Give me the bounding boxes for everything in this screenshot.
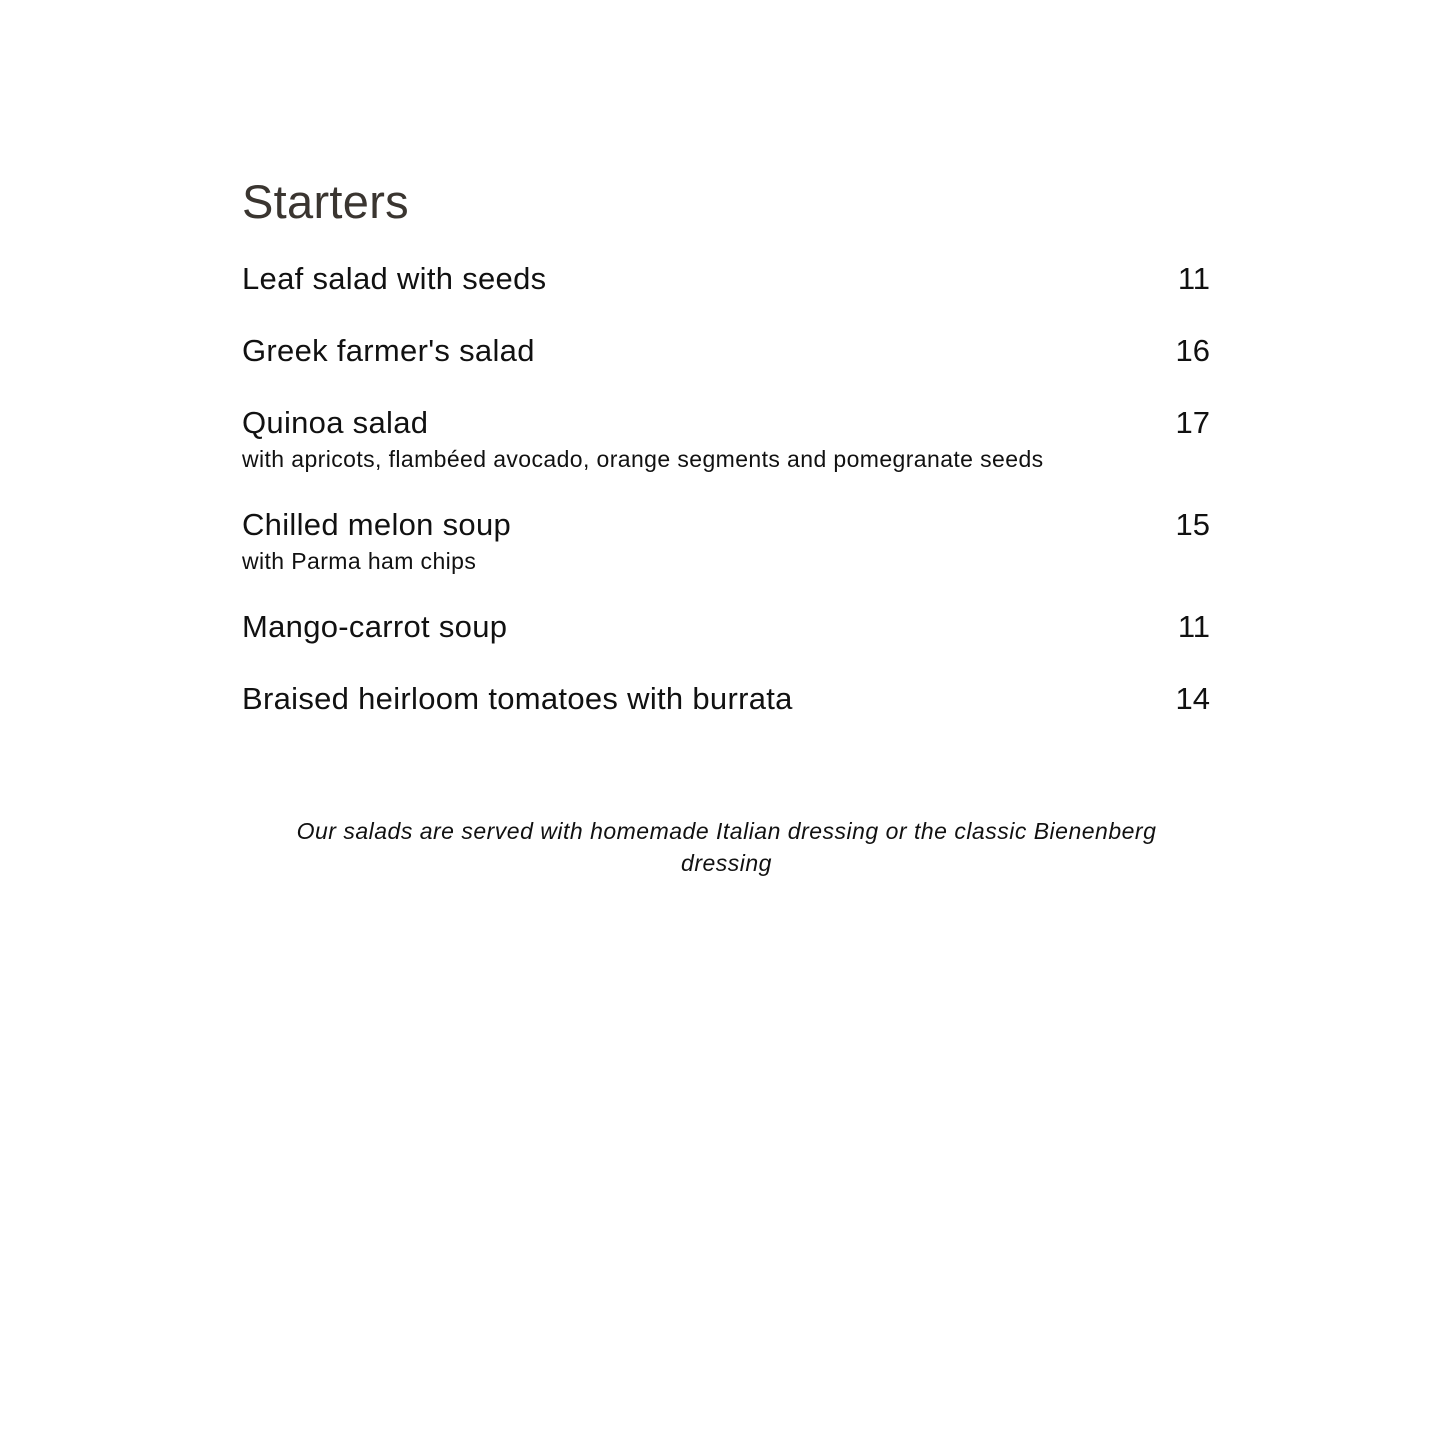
menu-items-list — [242, 258, 1210, 720]
menu-item-text — [242, 258, 546, 300]
menu-item-price: 11 — [1177, 261, 1210, 296]
menu-item-price: 14 — [1175, 681, 1210, 716]
menu-item — [242, 402, 1210, 474]
menu-item-description: with Parma ham chips — [242, 548, 477, 574]
menu-item-name: Chilled melon soup — [242, 507, 512, 542]
menu-item-price: 11 — [1177, 609, 1210, 644]
menu-item — [242, 606, 1210, 648]
menu-item — [242, 258, 1210, 300]
menu-item-text — [242, 330, 535, 372]
menu-item-name: Greek farmer's salad — [242, 333, 535, 368]
menu-item-price: 16 — [1175, 333, 1210, 368]
menu-item — [242, 504, 1210, 576]
menu-item-text — [242, 678, 793, 720]
menu-item-price: 17 — [1175, 405, 1210, 440]
menu-item-description: with apricots, flambéed avocado, orange segments and pomegranate seeds — [242, 446, 1044, 472]
menu-item-text — [242, 606, 507, 648]
menu-item-name: Leaf salad with seeds — [242, 261, 547, 296]
menu-section — [242, 172, 1210, 720]
menu-item — [242, 330, 1210, 372]
menu-item — [242, 678, 1210, 720]
menu-item-name: Mango-carrot soup — [242, 609, 508, 644]
menu-item-name: Quinoa salad — [242, 405, 429, 440]
dressing-note: Our salads are served with homemade Italian dressing or the classic Bienenberg dressing — [296, 818, 1157, 876]
menu-item-name: Braised heirloom tomatoes with burrata — [242, 681, 793, 716]
menu-item-text — [242, 402, 1044, 474]
menu-item-text — [242, 504, 511, 576]
menu-item-price: 15 — [1175, 507, 1210, 542]
section-title: Starters — [242, 175, 409, 228]
